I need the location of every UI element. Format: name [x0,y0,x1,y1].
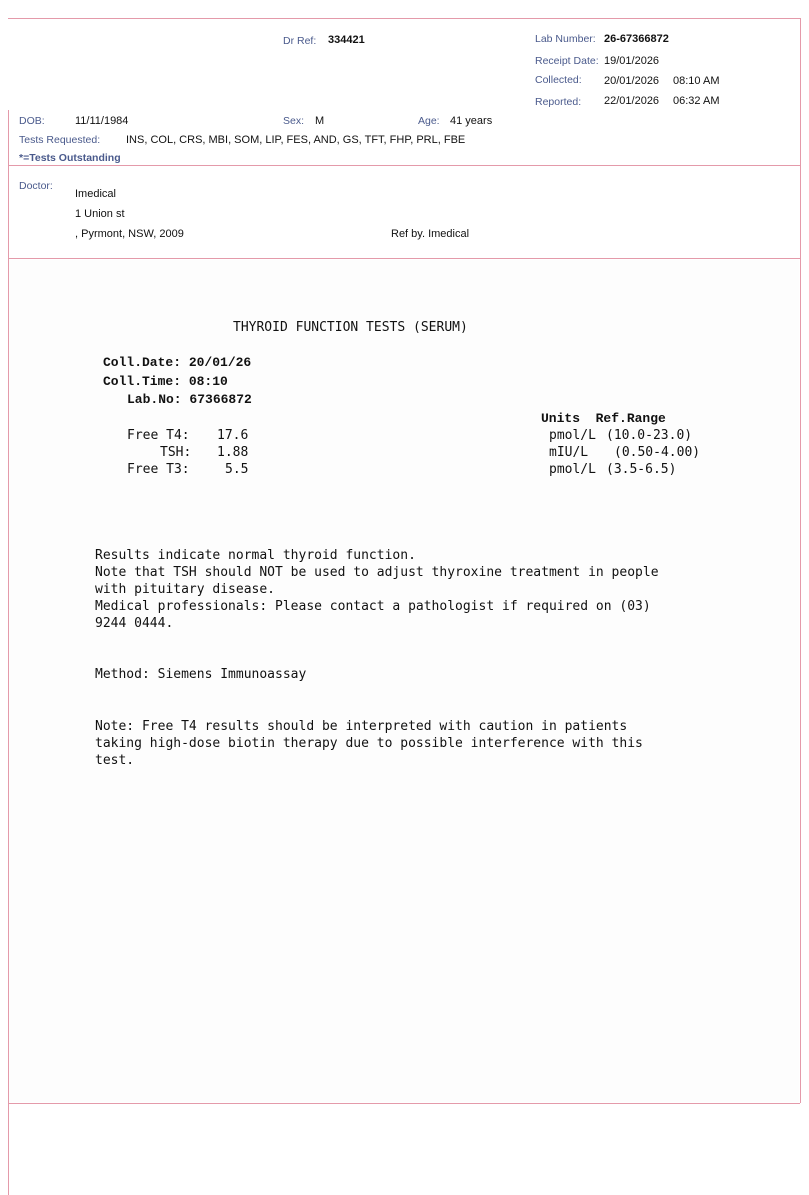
reported-date: 22/01/2026 [604,95,660,107]
receipt-date-label: Receipt Date: [535,55,599,67]
dr-ref-label: Dr Ref: [283,35,317,47]
lab-no-line: Lab.No: 67366872 [127,392,252,407]
result-units: pmol/L [549,428,596,443]
result-ref-range: (3.5-6.5) [606,462,677,477]
result-value: 5.5 [225,462,249,477]
age-label: Age: [418,115,440,127]
result-name: Free T3: [127,462,190,477]
units-refrange-header: Units Ref.Range [541,411,666,426]
collected-time: 08:10 AM [673,75,720,87]
sex-value: M [315,115,325,127]
top-border [8,18,800,19]
tests-outstanding-note: *=Tests Outstanding [19,152,121,164]
note-line: Note: Free T4 results should be interpreted with caution in patients [95,719,628,734]
doctor-address-line1: 1 Union st [75,208,125,220]
result-units: pmol/L [549,462,596,477]
doctor-name: Imedical [75,188,116,200]
lab-number-label: Lab Number: [535,33,596,45]
coll-time-line: Coll.Time: 08:10 [103,374,228,389]
bottom-border [8,1103,800,1104]
reported-time: 06:32 AM [673,95,720,107]
doctor-address-line2: , Pyrmont, NSW, 2009 [75,228,184,240]
collected-label: Collected: [535,74,582,86]
lab-number-value: 26-67366872 [604,33,669,45]
tests-requested-value: INS, COL, CRS, MBI, SOM, LIP, FES, AND, GS, TFT, FHP, PRL, FBE [126,134,466,146]
comment-line: with pituitary disease. [95,582,276,597]
header-divider [8,165,800,166]
collected-date: 20/01/2026 [604,75,660,87]
comment-line: Note that TSH should NOT be used to adjust thyroxine treatment in people [95,565,659,580]
doctor-divider [8,258,800,259]
result-value: 1.88 [217,445,249,460]
comment-line: Results indicate normal thyroid function. [95,548,416,563]
ref-by: Ref by. Imedical [391,228,470,240]
result-units: mIU/L [549,445,589,460]
result-name: TSH: [160,445,192,460]
sex-label: Sex: [283,115,305,127]
dr-ref-value: 334421 [328,34,365,46]
result-name: Free T4: [127,428,190,443]
reported-label: Reported: [535,96,582,108]
right-border [800,18,801,1103]
note-line: test. [95,753,135,768]
result-value: 17.6 [217,428,249,443]
tests-requested-label: Tests Requested: [19,134,101,146]
comment-line: 9244 0444. [95,616,174,631]
method-line: Method: Siemens Immunoassay [95,667,307,682]
note-line: taking high-dose biotin therapy due to possible interference with this [95,736,643,751]
doctor-label: Doctor: [19,180,53,192]
coll-date-line: Coll.Date: 20/01/26 [103,355,252,370]
dob-label: DOB: [19,115,45,127]
age-value: 41 years [450,115,493,127]
result-ref-range: (10.0-23.0) [606,428,693,443]
comment-line: Medical professionals: Please contact a pathologist if required on (03) [95,599,651,614]
dob-value: 11/11/1984 [75,115,129,127]
report-title: THYROID FUNCTION TESTS (SERUM) [233,320,468,335]
result-ref-range: (0.50-4.00) [614,445,701,460]
receipt-date-value: 19/01/2026 [604,55,660,67]
